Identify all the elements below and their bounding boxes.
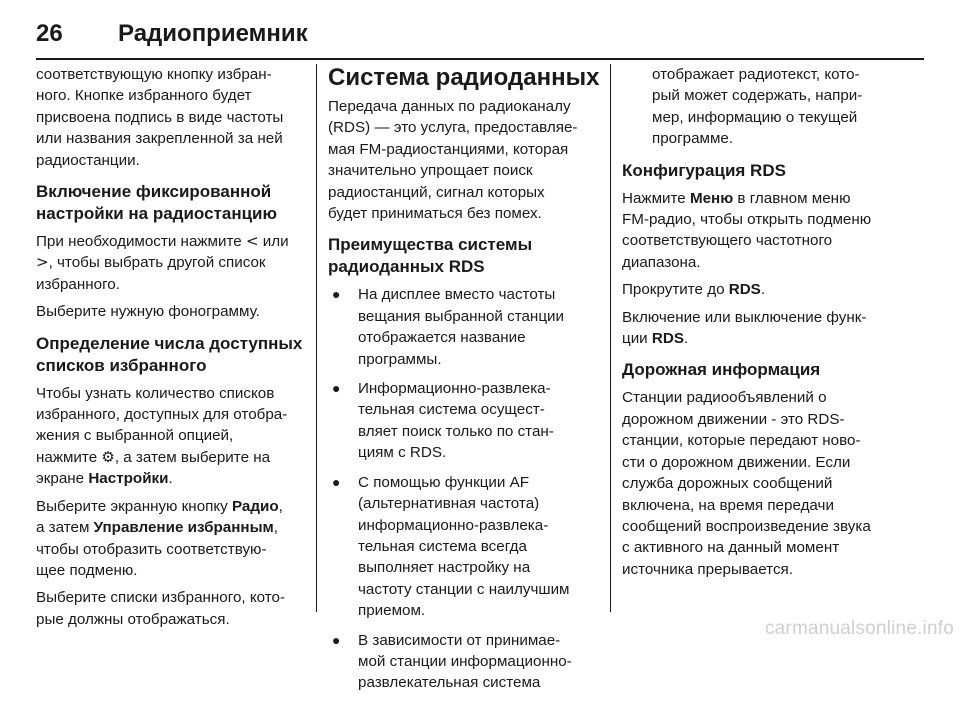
heading-rds-advantages: Преимущества системы радиоданных RDS: [328, 235, 533, 277]
menu-term-menu: Меню: [689, 189, 734, 207]
paragraph-manage-favourites: Выберите экранную кнопку Радио, а затем Управление избранным, чтобы отобразить соответствую- щее подменю.: [36, 497, 283, 579]
paragraph-favourites-switch: При необходимости нажмите < или >, чтобы выбрать другой список избранного.: [36, 232, 289, 293]
heading-favourites-count: Определение числа доступных списков избранного: [36, 333, 303, 375]
menu-term-manage-favourites: Управление избранным: [93, 519, 274, 537]
heading-rds-config: Конфигурация RDS: [622, 160, 786, 180]
menu-term-settings: Настройки: [88, 470, 169, 488]
menu-term-rds-toggle: RDS: [651, 330, 684, 348]
paragraph-continued-bullet: отображает радиотекст, кото- рый может содержать, напри- мер, информацию о текущей программе.: [652, 66, 863, 148]
settings-icon: ⚙: [101, 447, 115, 466]
paragraph-rds-intro: Передача данных по радиоканалу (RDS) — это услуга, предоставляе- мая FM-радиостанциями, которая значительно упрощает поиск радиостанций, сигнал которых будет приниматься без помех.: [328, 98, 578, 223]
page-number: 26: [36, 20, 63, 47]
bullet-icon: ●: [332, 380, 341, 397]
column-divider-2: [610, 64, 611, 612]
paragraph-choose-track: Выберите нужную фонограмму.: [36, 303, 260, 321]
list-item: ● На дисплее вместо частоты вещания выбранной станции отображается название программы.: [332, 286, 564, 368]
list-item: ● Информационно-развлека- тельная система осущест- вляет поиск только по стан- циям с RDS.: [332, 380, 554, 462]
list-item: ● С помощью функции AF (альтернативная частота) информационно-развлека- тельная система всегда выполняет настройку на частоту станции с наилучшим приемом.: [332, 473, 570, 620]
chevron-left-icon: <: [245, 232, 259, 251]
section-title-rds: Система радиоданных: [328, 64, 600, 91]
paragraph-favourites-count: Чтобы узнать количество списков избранного, доступных для отобра- жения с выбранной опцией, нажмите ⚙, а затем выберите на экране Настройки.: [36, 384, 288, 488]
paragraph-toggle-rds: Включение или выключение функ- ции RDS.: [622, 308, 867, 348]
column-1: [36, 64, 306, 636]
heading-fixed-station: Включение фиксированной настройки на радиостанцию: [36, 182, 278, 224]
rds-advantages-list: [328, 284, 600, 693]
watermark: carmanualsonline.info: [764, 618, 954, 639]
chevron-right-icon: >: [36, 253, 49, 272]
heading-traffic-info: Дорожная информация: [622, 360, 821, 380]
page-title: Радиоприемник: [118, 20, 308, 47]
page-header: [36, 14, 924, 60]
bullet-icon: ●: [332, 286, 341, 303]
menu-term-radio: Радио: [232, 497, 279, 515]
column-2: [328, 64, 600, 702]
bullet-icon: ●: [332, 631, 341, 648]
paragraph-scroll-rds: Прокрутите до RDS.: [622, 281, 766, 299]
paragraph-select-lists: Выберите списки избранного, кото- рые должны отображаться.: [36, 589, 286, 628]
column-3: [622, 64, 892, 586]
menu-term-rds: RDS: [728, 281, 761, 299]
bullet-icon: ●: [332, 473, 341, 490]
column-divider-1: [316, 64, 317, 612]
list-item: ● В зависимости от принимае- мой станции информационно- развлекательная система: [332, 631, 572, 692]
paragraph-traffic-info: Станции радиообъявлений о дорожном движении - это RDS- станции, которые передают ново- сти о дорожном движении. Если служба дорожных сообщений включена, на время передачи сообщений воспроизведение звука с активного на данный момент источника прерывается.: [622, 389, 871, 578]
intro-paragraph: соответствующую кнопку избран- ного. Кнопке избранного будет присвоена подпись в виде частоты или названия закрепленной за ней радиостанции.: [36, 66, 284, 169]
paragraph-rds-config-menu: Нажмите Меню в главном меню FM-радио, чтобы открыть подменю соответствующего частотного диапазона.: [622, 189, 872, 271]
